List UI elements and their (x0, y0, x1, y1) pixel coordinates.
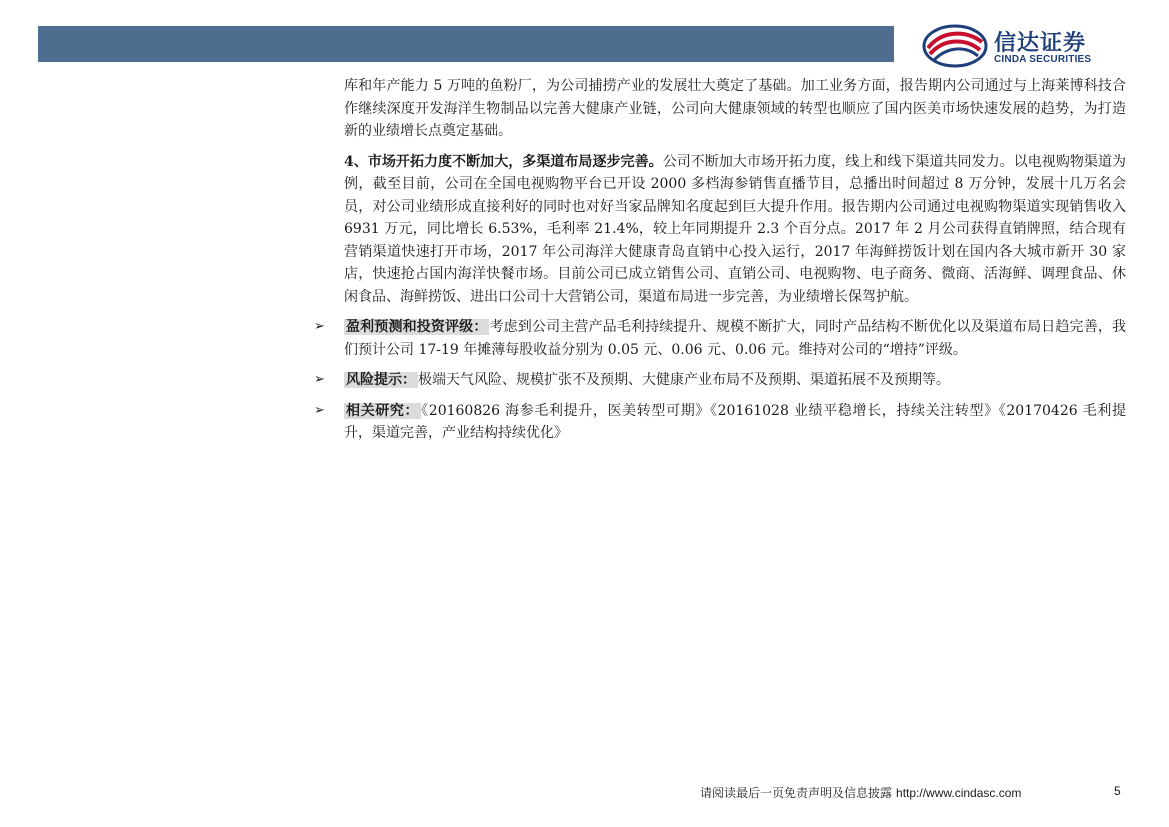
company-logo (922, 24, 1132, 68)
paragraph-heading: 4、市场开拓力度不断加大，多渠道布局逐步完善。 (344, 153, 663, 170)
bullet-rating (314, 316, 1127, 361)
bullet-heading: 盈利预测和投资评级： (346, 319, 488, 335)
bullet-heading: 相关研究： (346, 402, 420, 419)
bullet-text: 极端天气风险、规模扩张不及预期、大健康产业布局不及预期、渠道拓展不及预期等。 (418, 372, 950, 388)
logo-english-name: CINDA SECURITIES (994, 54, 1092, 65)
page-number: 5 (1114, 784, 1121, 798)
logo-chinese-name: 信达证券 (994, 31, 1087, 56)
paragraph-processing-business: 库和年产能力 5 万吨的鱼粉厂，为公司捕捞产业的发展壮大奠定了基础。加工业务方面，报告期内公司通过与上海莱博科技合作继续深度开发海洋生物制品以完善大健康产业链，公司向大健康领域的转型也顺应了国内医美市场快速发展的趋势，为打造新的业绩增长点奠定基础。 (344, 78, 1126, 139)
footer-disclaimer: 请阅读最后一页免责声明及信息披露 (700, 786, 893, 800)
bullet-risk (314, 369, 1126, 392)
arrow-bullet-icon: ➢ (314, 402, 325, 418)
logo-mark-icon (922, 24, 988, 68)
paragraph-market-expansion (344, 151, 1126, 309)
bullet-related-research (314, 400, 1126, 445)
bullet-text: 考虑到公司主营产品毛利持续提升、规模不断扩大，同时产品结构不断优化以及渠道布局日趋完善，我们预计公司 17-19 年摊薄每股收益分别为 0.05 元、0.06 元、0.06 元。维持对公司的“增持”评级。 (344, 319, 1127, 358)
bullet-heading: 风险提示： (346, 372, 416, 388)
paragraph-text: 公司不断加大市场开拓力度，线上和线下渠道共同发力。以电视购物渠道为例，截至目前，公司在全国电视购物平台已开设 2000 多档海参销售直播节目，总播出时间超过 8 万分钟，发展十几万名会员，对公司业绩形成直接利好的同时也对好当家品牌知名度起到巨大提升作用。报告期内公司通过电视购物渠道实现销售收入 6931 万元，同比增长 6.53%，毛利率 21.4%，较上年同期提升 2.3 个百分点。2017 年 2 月公司获得直销牌照，结合现有营销渠道快速打开市场，2017 年公司海洋大健康青岛直销中心投入运行，2017 年海鲜捞饭计划在国内各大城市新开 30 家店，快速抢占国内海洋快餐市场。目前公司已成立销售公司、直销公司、电视购物、电子商务、微商、活海鲜、调理食品、休闲食品、海鲜捞饭、进出口公司十大营销公司，渠道布局进一步完善，为业绩增长保驾护航。 (344, 153, 1126, 305)
report-body (314, 75, 1127, 445)
header-bar (38, 26, 894, 62)
footer (700, 784, 1021, 801)
bullet-text: 《20160826 海参毛利提升，医美转型可期》《20161028 业绩平稳增长，持续关注转型》《20170426 毛利提升，渠道完善，产业结构持续优化》 (344, 402, 1126, 441)
arrow-bullet-icon: ➢ (314, 319, 325, 334)
footer-url-link[interactable]: http://www.cindasc.com (896, 786, 1022, 800)
arrow-bullet-icon: ➢ (314, 372, 325, 387)
